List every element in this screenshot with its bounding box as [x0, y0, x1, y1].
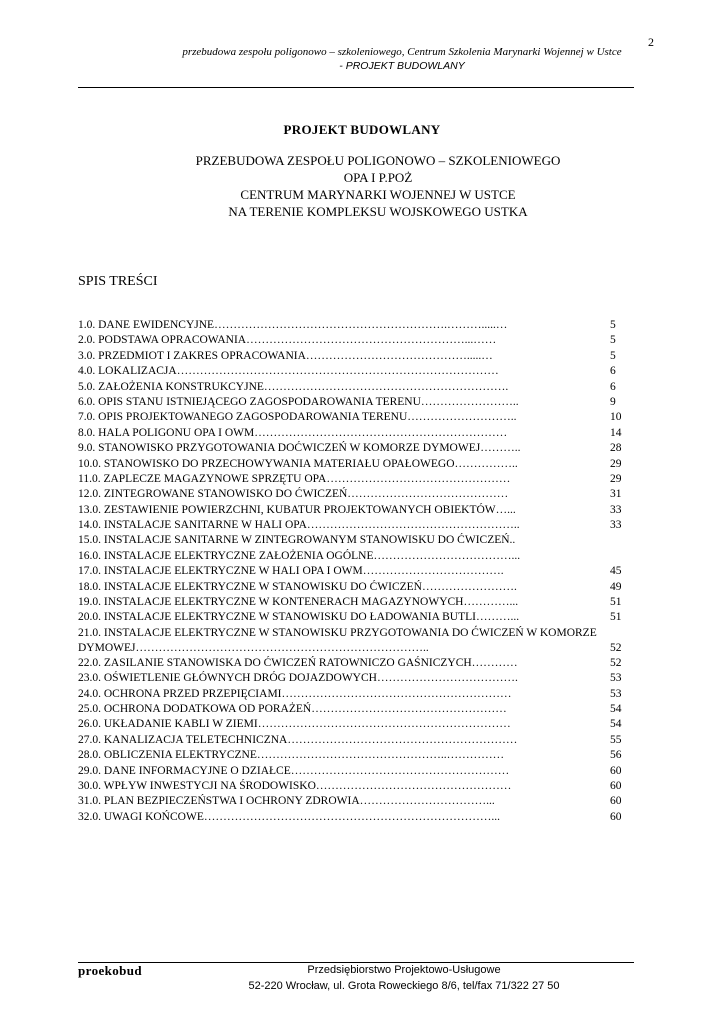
toc-entry-title: 30.0. WPŁYW INWESTYCJI NA ŚRODOWISKO……………………………………………: [78, 779, 512, 792]
toc-entry: [78, 717, 626, 732]
page-number: 2: [648, 35, 654, 49]
toc-entry: [78, 610, 626, 625]
toc-entry: [78, 626, 626, 656]
toc-entry-page: 45: [610, 565, 622, 578]
toc-entry-title: 12.0. ZINTEGROWANE STANOWISKO DO ĆWICZEŃ……………………………………: [78, 488, 509, 501]
toc-entry-page: 9: [610, 395, 616, 408]
toc-entry-title: 18.0. INSTALACJE ELEKTRYCZNE W STANOWISKU DO ĆWICZEŃ…………………….: [78, 580, 517, 593]
toc-entry-title: 15.0. INSTALACJE SANITARNE W ZINTEGROWANYM STANOWISKU DO ĆWICZEŃ..: [78, 534, 516, 547]
toc-entry: [78, 349, 626, 364]
toc-entry-page: 5: [610, 334, 616, 347]
toc-entry-page: 55: [610, 733, 622, 746]
toc-entry-title: 31.0. PLAN BEZPIECZEŃSTWA I OCHRONY ZDROWIA……………………………...: [78, 795, 495, 808]
toc-entry: [78, 549, 626, 564]
toc-entry: [78, 333, 626, 348]
toc-entry-page: 5: [610, 319, 616, 331]
toc-entry-title: 17.0. INSTALACJE ELEKTRYCZNE W HALI OPA I OWM……………………………….: [78, 565, 504, 578]
toc-entry-page: 60: [610, 764, 622, 777]
toc-entry-page: 60: [610, 779, 622, 792]
document-title: PROJEKT BUDOWLANY: [283, 122, 441, 137]
toc-entry: [78, 426, 626, 441]
subtitle-line-4: NA TERENIE KOMPLEKSU WOJSKOWEGO USTKA: [228, 204, 528, 219]
toc-entry-page: 56: [610, 749, 622, 762]
toc-entry: [78, 472, 626, 487]
toc-entry-page: 49: [610, 580, 622, 593]
footer-address: 52-220 Wrocław, ul. Grota Roweckiego 8/6, tel/fax 71/322 27 50: [248, 980, 560, 992]
toc-entry-title: 10.0. STANOWISKO DO PRZECHOWYWANIA MATERIAŁU OPAŁOWEGO……………..: [78, 457, 518, 470]
toc-entry: [78, 794, 626, 809]
toc-entry-page: 14: [610, 426, 622, 439]
subtitle-line-1: PRZEBUDOWA ZESPOŁU POLIGONOWO – SZKOLENIOWEGO: [195, 153, 561, 168]
toc-entry-page: 6: [610, 365, 616, 378]
footer-company-name: Przedsiębiorstwo Projektowo-Usługowe: [307, 964, 501, 976]
toc-entry-title: 11.0. ZAPLECZE MAGAZYNOWE SPRZĘTU OPA…………………………………………: [78, 472, 511, 485]
toc-entry: [78, 748, 626, 763]
toc-entry-title: 2.0. PODSTAWA OPRACOWANIA…………………………………………………...……: [78, 334, 497, 347]
toc-entry-page: 31: [610, 488, 622, 501]
toc-entry-title: 13.0. ZESTAWIENIE POWIERZCHNI, KUBATUR PROJEKTOWANYCH OBIEKTÓW…...: [78, 503, 516, 516]
toc-entry: [78, 702, 626, 717]
table-of-contents: [78, 318, 626, 825]
toc-entry-title: 14.0. INSTALACJE SANITARNE W HALI OPA………………………………………………..: [78, 519, 520, 532]
toc-entry: [78, 733, 626, 748]
toc-entry-title: 7.0. OPIS PROJEKTOWANEGO ZAGOSPODAROWANIA TERENU………………………..: [78, 411, 517, 424]
toc-entry-page: 29: [610, 457, 622, 470]
toc-entry: [78, 318, 626, 333]
toc-entry-title: 3.0. PRZEDMIOT I ZAKRES OPRACOWANIA…………………………………….....…: [78, 349, 493, 362]
toc-entry-title: 19.0. INSTALACJE ELEKTRYCZNE W KONTENERACH MAGAZYNOWYCH…………...: [78, 596, 519, 609]
toc-entry-page: 5: [610, 349, 616, 362]
toc-entry-title: 6.0. OPIS STANU ISTNIEJĄCEGO ZAGOSPODAROWANIA TERENU……………………..: [78, 395, 519, 408]
toc-entry-title: 28.0. OBLICZENIA ELEKTRYCZNE…………………………………………..……………: [78, 749, 505, 762]
header-rule: [78, 87, 634, 88]
toc-entry: [78, 564, 626, 579]
toc-entry: [78, 779, 626, 794]
toc-entry-title: 29.0. DANE INFORMACYJNE O DZIAŁCE…………………………………………………: [78, 764, 510, 777]
toc-entry-title: 27.0. KANALIZACJA TELETECHNICZNA……………………………………………………: [78, 733, 518, 746]
toc-entry-page: 53: [610, 672, 622, 685]
toc-entry: [78, 580, 626, 595]
toc-entry: [78, 380, 626, 395]
toc-entry: [78, 687, 626, 702]
company-logo: proekobud: [78, 963, 143, 978]
toc-entry: [78, 533, 626, 548]
toc-entry-page: 52: [610, 656, 622, 669]
toc-entry-page: 54: [610, 702, 622, 715]
toc-entry-page: 33: [610, 503, 622, 516]
toc-entry-page: 53: [610, 687, 622, 700]
toc-entry-page: 6: [610, 380, 616, 393]
running-header-line2: - PROJEKT BUDOWLANY: [339, 60, 465, 72]
toc-entry-page: 54: [610, 718, 622, 731]
footer-rule: [78, 962, 634, 963]
toc-entry: [78, 395, 626, 410]
toc-entry-page: 60: [610, 810, 622, 823]
toc-heading: SPIS TREŚCI: [78, 274, 158, 289]
toc-entry-title: 25.0. OCHRONA DODATKOWA OD PORAŻEŃ……………………………………………: [78, 702, 507, 715]
toc-entry-title: 4.0. LOKALIZACJA…………………………………………………………………………: [78, 365, 499, 378]
toc-entry-title: 24.0. OCHRONA PRZED PRZEPIĘCIAMI……………………………………………………: [78, 687, 512, 700]
toc-entry: [78, 810, 626, 825]
toc-entry: [78, 487, 626, 502]
toc-entry-page: 29: [610, 472, 622, 485]
toc-entry-page: 33: [610, 519, 622, 532]
toc-entry-page: 28: [610, 442, 622, 455]
toc-entry-title: 32.0. UWAGI KOŃCOWE…………………………………………………………………...: [78, 810, 500, 823]
toc-entry: [78, 441, 626, 456]
toc-entry-title: 22.0. ZASILANIE STANOWISKA DO ĆWICZEŃ RATOWNICZO GAŚNICZYCH…………: [78, 656, 518, 669]
subtitle-line-2: OPA I P.POŻ: [343, 170, 413, 185]
toc-entry-title: 21.0. INSTALACJE ELEKTRYCZNE W STANOWISKU PRZYGOTOWANIA DO ĆWICZEŃ W KOMORZE DYMOWEJ…………………………………………………………………..: [78, 626, 597, 654]
toc-entry: [78, 518, 626, 533]
running-header-line1: przebudowa zespołu poligonowo – szkoleniowego, Centrum Szkolenia Marynarki Wojennej w Ustce: [182, 46, 622, 58]
toc-entry-page: 10: [610, 411, 622, 424]
toc-entry-title: 8.0. HALA POLIGONU OPA I OWM…………………………………………………………: [78, 426, 508, 439]
toc-entry-page: 60: [610, 795, 622, 808]
toc-entry-page: 51: [610, 596, 622, 609]
toc-entry: [78, 503, 626, 518]
toc-entry: [78, 656, 626, 671]
toc-entry-title: 1.0. DANE EWIDENCYJNE…………………………………………………….……….....…: [78, 319, 508, 331]
toc-entry-page: 52: [610, 641, 622, 654]
toc-entry: [78, 595, 626, 610]
toc-entry: [78, 671, 626, 686]
toc-entry-title: 20.0. INSTALACJE ELEKTRYCZNE W STANOWISKU DO ŁADOWANIA BUTLI………...: [78, 611, 520, 624]
toc-entry: [78, 410, 626, 425]
toc-entry: [78, 764, 626, 779]
toc-entry-title: 5.0. ZAŁOŻENIA KONSTRUKCYJNE……………………………………………………….: [78, 380, 509, 393]
toc-entry-title: 16.0. INSTALACJE ELEKTRYCZNE ZAŁOŻENIA OGÓLNE………………………………...: [78, 549, 521, 562]
toc-entry-title: 26.0. UKŁADANIE KABLI W ZIEMI…………………………………………………………: [78, 718, 511, 731]
toc-entry: [78, 364, 626, 379]
toc-entry: [78, 457, 626, 472]
toc-entry-page: 51: [610, 611, 622, 624]
subtitle-line-3: CENTRUM MARYNARKI WOJENNEJ W USTCE: [240, 187, 516, 202]
toc-entry-title: 23.0. OŚWIETLENIE GŁÓWNYCH DRÓG DOJAZDOWYCH……………………………….: [78, 672, 518, 685]
toc-entry-title: 9.0. STANOWISKO PRZYGOTOWANIA DOĆWICZEŃ W KOMORZE DYMOWEJ………..: [78, 442, 521, 455]
